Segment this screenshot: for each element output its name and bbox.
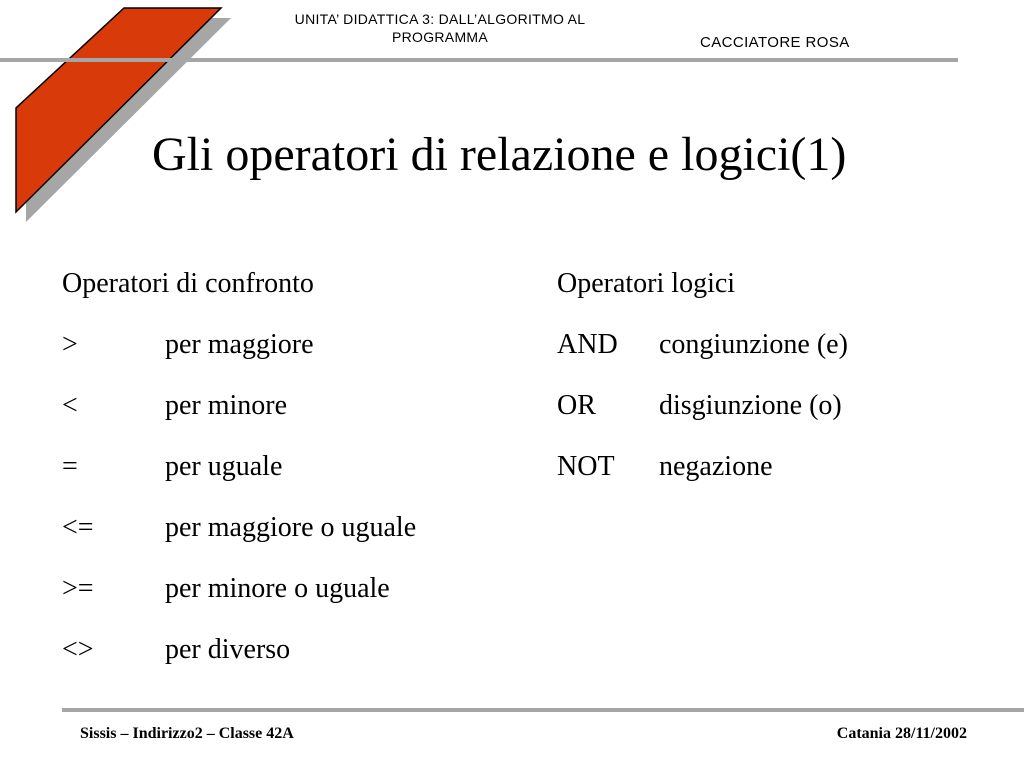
operator-symbol: > (62, 329, 78, 360)
operator-symbol: >= (62, 573, 94, 604)
operator-symbol: <= (62, 512, 94, 543)
header-topic (240, 10, 640, 46)
operator-meaning: per maggiore (165, 329, 314, 360)
operator-symbol: OR (557, 390, 596, 421)
operator-symbol: <> (62, 634, 94, 665)
corner-decoration (0, 0, 240, 230)
footer-date: Catania 28/11/2002 (836, 725, 967, 742)
operator-symbol: AND (557, 329, 618, 360)
operator-meaning: per maggiore o uguale (165, 512, 417, 543)
footer-course: Sissis – Indirizzo2 – Classe 42A (80, 725, 294, 742)
operator-meaning: per minore o uguale (165, 573, 390, 604)
operator-row (62, 448, 532, 486)
slide-title: Gli operatori di relazione e logici(1) (152, 128, 847, 181)
operator-row (62, 631, 532, 669)
operator-row (62, 509, 532, 547)
operator-row (62, 387, 532, 425)
header-author: CACCIATORE ROSA (700, 34, 850, 51)
operator-row (62, 326, 532, 364)
header-topic-line2: PROGRAMMA (391, 29, 489, 45)
operator-symbol: < (62, 390, 78, 421)
operator-symbol: = (62, 451, 78, 482)
operator-row (557, 448, 997, 486)
comparison-heading: Operatori di confronto (62, 268, 314, 299)
operator-meaning: per minore (165, 390, 288, 421)
logical-heading: Operatori logici (557, 268, 736, 299)
operator-row (62, 570, 532, 608)
operator-meaning: per diverso (165, 634, 291, 665)
footer-divider (62, 708, 1024, 712)
operator-meaning: congiunzione (e) (659, 329, 848, 360)
operator-meaning: disgiunzione (o) (659, 390, 842, 421)
header-divider (0, 58, 958, 62)
operator-symbol: NOT (557, 451, 615, 482)
operator-meaning: negazione (659, 451, 773, 482)
logical-operators-column (557, 265, 997, 509)
header-topic-line1: UNITA’ DIDATTICA 3: DALL’ALGORITMO AL (294, 11, 586, 27)
operator-meaning: per uguale (165, 451, 283, 482)
comparison-operators-column (62, 265, 532, 692)
operator-row (557, 326, 997, 364)
operator-row (557, 387, 997, 425)
